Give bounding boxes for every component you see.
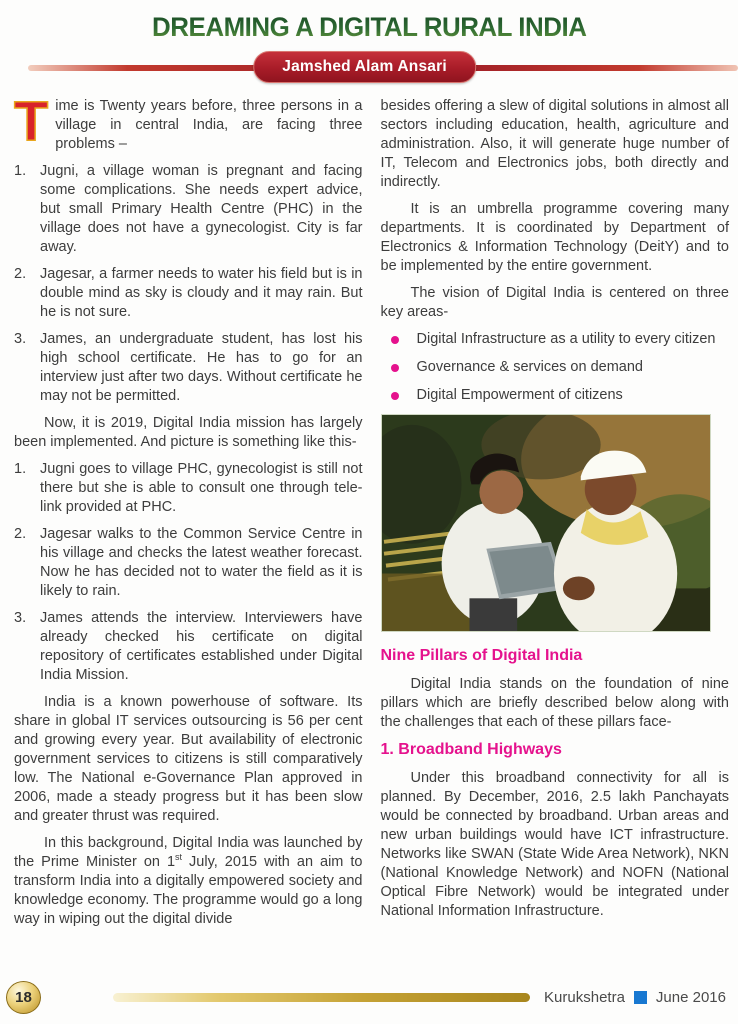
issue-separator-icon: [634, 991, 647, 1004]
launch-paragraph: [14, 834, 363, 929]
vision-paragraph: The vision of Digital India is centered on three key areas-: [380, 285, 729, 320]
ordinal-superscript: st: [175, 852, 183, 863]
broadband-highways-paragraph: Under this broadband connectivity for all is planned. By December, 2016, 2.5 lakh Panchayats would be connected by broadband. Urban areas and new urban buildings would have ICT infrastructure. Networks like SWAN (State Wide Area Network), NKN (National Knowledge Network) and NOFN (National Optical Fibre Network) would be integrated under National Information Infrastructure.: [380, 770, 729, 919]
list-number: 3.: [14, 331, 27, 347]
list-item: [14, 460, 363, 517]
bullet-text: Digital Infrastructure as a utility to every citizen: [416, 331, 716, 347]
footer-imprint: [544, 989, 726, 1006]
drop-cap: T: [14, 89, 49, 152]
bullet-text: Governance & services on demand: [416, 359, 643, 375]
list-item: [14, 525, 363, 601]
list-item: [14, 162, 363, 257]
magazine-name: Kurukshetra: [544, 988, 625, 1006]
list-number: 1.: [14, 461, 27, 477]
nine-pillars-paragraph: Digital India stands on the foundation of nine pillars which are briefly described below along with the challenges that each of these pillars face-: [380, 676, 729, 730]
nine-pillars-heading: Nine Pillars of Digital India: [380, 647, 583, 664]
list-text: Jugni, a village woman is pregnant and facing some complications. She needs expert advice, but small Primary Health Centre (PHC) in the village does not have a gynecologist. City is far away.: [40, 163, 363, 255]
bullet-icon: [391, 336, 399, 344]
bullet-text: Digital Empowerment of citizens: [416, 387, 623, 403]
key-area-item: [381, 386, 730, 405]
umbrella-paragraph: It is an umbrella programme covering many departments. It is coordinated by Department of Electronics & Information Technology (DeitY) and to be implemented by the entire government.: [380, 201, 729, 274]
page-number-badge: 18: [6, 981, 41, 1014]
broadband-highways-heading: 1. Broadband Highways: [380, 741, 562, 758]
list-number: 3.: [14, 610, 27, 626]
page-footer: [0, 978, 738, 1016]
author-banner: [253, 51, 476, 83]
launch-text-after: July, 2015 with an aim to transform India into a digitally empowered society and knowledge economy. The programme would go a long way in wiping out the digital divide: [14, 854, 363, 927]
article-photo-illustration: [382, 415, 710, 631]
intro-paragraph: [14, 89, 363, 154]
left-column: [14, 89, 363, 937]
key-area-item: [381, 358, 730, 377]
author-banner-row: [0, 51, 738, 91]
page-title: DREAMING A DIGITAL RURAL INDIA: [151, 12, 587, 42]
list-text: Jagesar walks to the Common Service Centre in his village and checks the latest weather forecast. Now he has decided not to water the field as it is likely to rain.: [40, 526, 363, 599]
list-text: James attends the interview. Interviewers have already checked his certificate on digital repository of certificates established under Digital India Mission.: [40, 610, 363, 683]
launch-text-before: In this background, Digital India was launched by the Prime Minister on 1: [14, 835, 363, 870]
list-item: [14, 330, 363, 406]
now-paragraph: Now, it is 2019, Digital India mission has largely been implemented. And picture is something like this-: [14, 415, 363, 450]
list-text: Jugni goes to village PHC, gynecologist is still not there but she is able to consult one through tele-link provided at PHC.: [40, 461, 363, 515]
list-text: James, an undergraduate student, has lost his high school certificate. He has to go for an interview just after two days. Without certificate he may not be permitted.: [40, 331, 363, 404]
intro-text: ime is Twenty years before, three persons in a village in central India, are facing three problems –: [55, 98, 363, 152]
issue-date: June 2016: [655, 988, 726, 1006]
list-number: 2.: [14, 266, 27, 282]
list-item: [14, 609, 363, 685]
list-item: [14, 265, 363, 322]
bullet-icon: [391, 392, 399, 400]
list-number: 1.: [14, 163, 27, 179]
footer-rule: [113, 993, 530, 1002]
key-area-item: [381, 330, 730, 349]
right-column: [381, 97, 730, 937]
list-text: Jagesar, a farmer needs to water his field but is in double mind as sky is cloudy and it may rain. But he is not sure.: [40, 266, 363, 320]
bullet-icon: [391, 364, 399, 372]
software-paragraph: India is a known powerhouse of software. Its share in global IT services outsourcing is 56 per cent and growing every year. But availability of electronic government services to citizens is still comparatively low. The National e-Governance Plan approved in 2006, made a steady progress but it has been slow and greater thrust was required.: [14, 694, 363, 824]
author-name: Jamshed Alam Ansari: [282, 58, 447, 75]
article-photo: [381, 414, 711, 632]
article-body: [0, 91, 738, 937]
digital-solutions-paragraph: besides offering a slew of digital solutions in almost all sectors including education, health, agriculture and administration. Also, it will generate huge number of IT, Telecom and Electronics jobs, both directly and indirectly.: [380, 98, 729, 190]
article-header: [0, 0, 738, 91]
list-number: 2.: [14, 526, 27, 542]
